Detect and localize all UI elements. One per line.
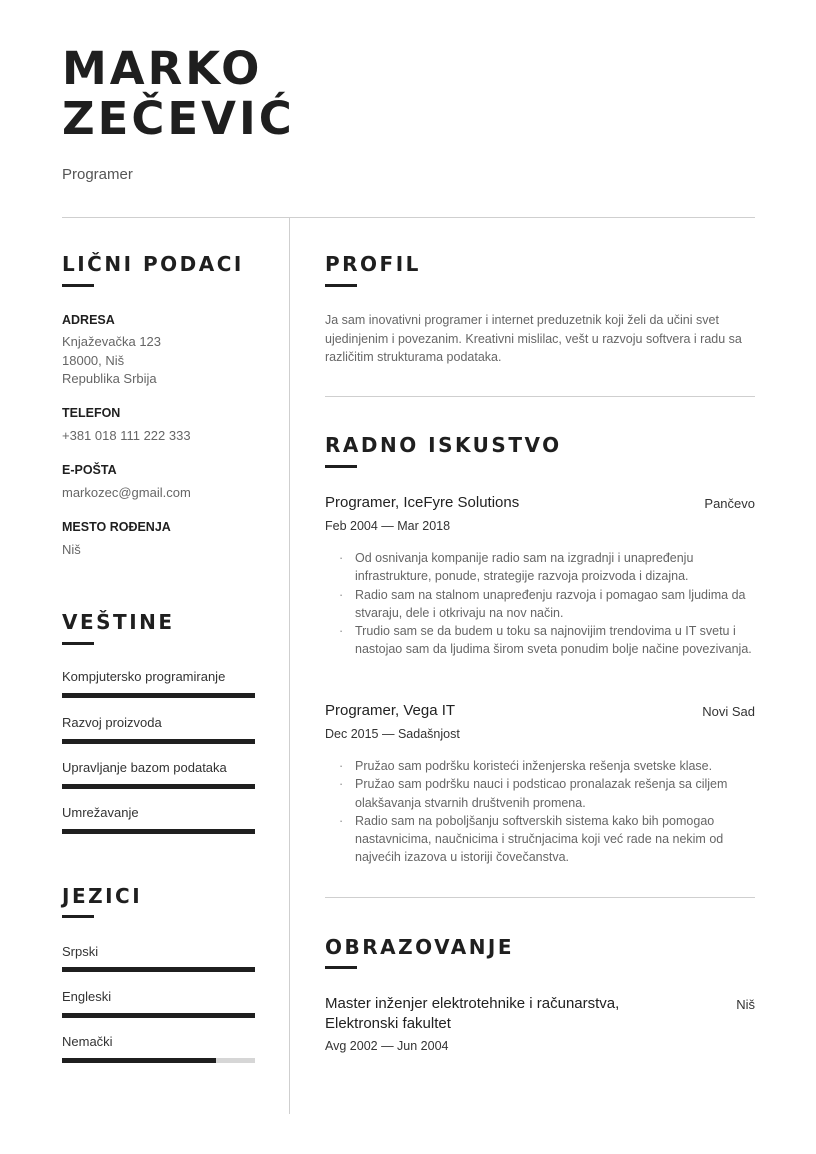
profile-title: PROFIL [325,252,421,276]
name-first: MARKO [62,42,263,95]
skill-bar [62,739,255,744]
candidate-name [62,44,295,144]
languages-title-underline [62,915,94,918]
address-line: Republika Srbija [62,371,157,386]
phone-value: +381 018 111 222 333 [62,428,191,443]
skill-bar-fill [62,784,255,789]
education-title: OBRAZOVANJE [325,935,515,959]
personal-title-underline [62,284,94,287]
job-bullet: · Radio sam na poboljšanju softverskih sistema kako bih pomogao nastavnicima, naučnicima i stručnjacima koji već rade na nekim od najvećih izazova u istoriji čovečanstva. [337,812,755,867]
job-dates: Dec 2015 — Sadašnjost [325,727,460,741]
job-bullets [337,549,755,659]
job-location: Pančevo [704,496,755,511]
email-label: E-POŠTA [62,463,117,477]
skill-label: Kompjutersko programiranje [62,669,226,684]
profile-divider [325,396,755,397]
language-bar-fill [62,1013,255,1018]
job-bullet: · Od osnivanja kompanije radio sam na izgradnji i unapređenju infrastrukture, ponude, strategije razvoja proizvoda i dizajna. [337,549,755,586]
skills-title-underline [62,642,94,645]
job-position: Programer, Vega IT [325,702,456,719]
education-dates: Avg 2002 — Jun 2004 [325,1039,449,1053]
language-label: Nemački [62,1034,113,1049]
birthplace-label: MESTO ROĐENJA [62,520,171,534]
header-divider [62,217,755,218]
profile-title-underline [325,284,357,287]
job-location: Novi Sad [702,704,755,719]
skill-label: Umrežavanje [62,805,139,820]
address-value [62,333,161,389]
job-dates: Feb 2004 — Mar 2018 [325,519,451,533]
language-bar [62,1058,255,1063]
degree-line: Elektronski fakultet [325,1014,451,1032]
languages-title: JEZICI [62,884,143,908]
skill-bar [62,829,255,834]
address-line: Knjaževačka 123 [62,334,162,349]
skills-title: VEŠTINE [62,610,175,634]
personal-title: LIČNI PODACI [62,252,244,276]
education-title-underline [325,966,357,969]
job-bullet: · Pružao sam podršku nauci i podsticao pronalazak rešenja sa ciljem olakšavanja stvarnih društvenih promena. [337,775,755,812]
language-label: Engleski [62,989,112,1004]
language-bar [62,967,255,972]
job-bullet: · Trudio sam se da budem u toku sa najnovijim trendovima u IT svetu i nastojao sam da ljudima širom sveta ponudim bolje načine povezivanja. [337,622,755,659]
language-bar-fill [62,1058,216,1063]
experience-title: RADNO ISKUSTVO [325,433,562,457]
language-label: Srpski [62,944,99,959]
phone-label: TELEFON [62,406,121,420]
skill-label: Razvoj proizvoda [62,715,162,730]
experience-title-underline [325,465,357,468]
experience-divider [325,897,755,898]
job-title: Programer [62,166,133,183]
job-bullets [337,757,755,867]
degree-line: Master inženjer elektrotehnike i računarstva, [325,995,620,1012]
language-bar-fill [62,967,255,972]
address-label: ADRESA [62,313,115,327]
job-bullet: · Pružao sam podršku koristeći inženjerska rešenja svetske klase. [337,757,755,775]
name-last: ZEČEVIĆ [62,92,295,145]
skill-bar [62,693,255,698]
profile-text: Ja sam inovativni programer i internet preduzetnik koji želi da učini svet ujedinjenim i povezanim. Kreativni mislilac, vešt u razvoju softvera i radu sa različitim strukturama podataka. [325,313,742,364]
job-position: Programer, IceFyre Solutions [325,494,520,511]
skill-bar-fill [62,739,255,744]
skill-bar [62,784,255,789]
email-value: markozec@gmail.com [62,485,191,500]
skill-label: Upravljanje bazom podataka [62,760,227,775]
job-bullet: · Radio sam na stalnom unapređenju razvoja i pomagao sam ljudima da stvaraju, dele i otkrivaju na nov način. [337,586,755,623]
birthplace-value: Niš [62,542,81,557]
address-line: 18000, Niš [62,352,125,368]
education-degree [325,994,685,1033]
language-bar [62,1013,255,1018]
skill-bar-fill [62,829,255,834]
column-divider [289,218,290,1114]
education-location: Niš [736,997,755,1012]
skill-bar-fill [62,693,255,698]
